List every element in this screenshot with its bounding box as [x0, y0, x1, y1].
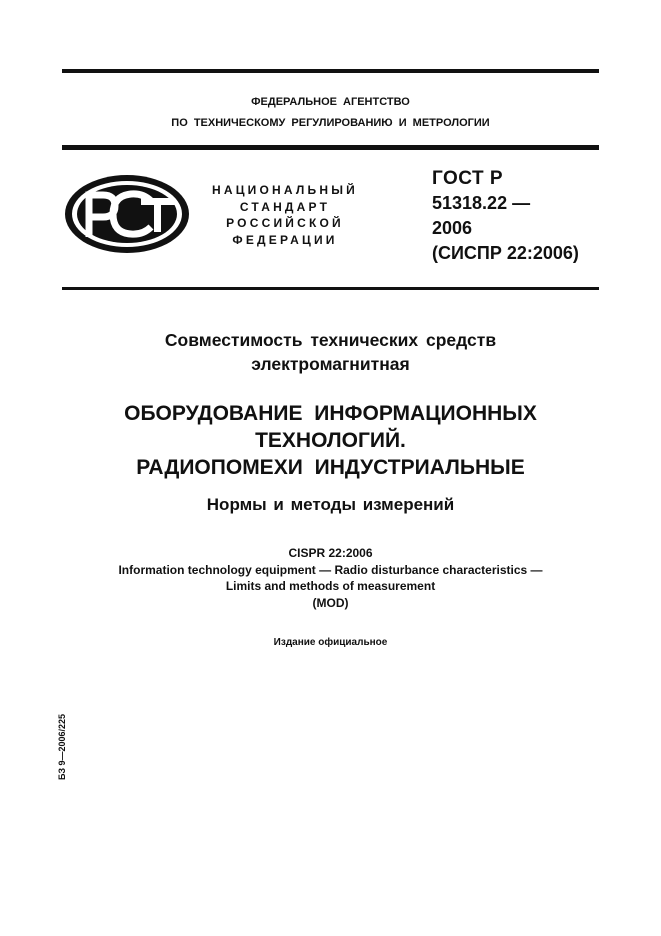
- cispr-line-3: (MOD): [312, 595, 349, 610]
- title-line-1: ОБОРУДОВАНИЕ ИНФОРМАЦИОННЫХ: [124, 402, 537, 425]
- agency-line-1: ФЕДЕРАЛЬНОЕ АГЕНТСТВО: [251, 96, 410, 108]
- agency-line-2: ПО ТЕХНИЧЕСКОМУ РЕГУЛИРОВАНИЮ И МЕТРОЛОГИИ: [171, 117, 490, 129]
- header-divider-rule: [62, 145, 599, 150]
- cispr-line-2: Limits and methods of measurement: [225, 579, 436, 593]
- subtitle-line-1: Совместимость технических средств: [164, 330, 497, 350]
- gost-title: ГОСТ Р: [432, 168, 504, 189]
- national-line-3: РОССИЙСКОЙ: [226, 216, 344, 230]
- cispr-code: CISPR 22:2006: [288, 546, 373, 560]
- national-line-2: СТАНДАРТ: [239, 199, 331, 214]
- document-subtitle: [62, 328, 599, 376]
- cispr-line-1: Information technology equipment — Radio disturbance characteristics —: [118, 562, 543, 577]
- gost-equivalent: (СИСПР 22:2006): [432, 243, 579, 263]
- gost-year: 2006: [432, 218, 473, 238]
- cispr-reference: [62, 545, 599, 611]
- top-rule: [62, 69, 599, 73]
- edition-label: Издание официальное: [273, 637, 388, 648]
- gost-designation: [432, 166, 602, 266]
- document-title: [62, 400, 599, 481]
- title-line-3: РАДИОПОМЕХИ ИНДУСТРИАЛЬНЫЕ: [136, 456, 525, 479]
- side-catalog-code: БЗ 9—2006/225: [57, 713, 67, 780]
- national-line-4: ФЕДЕРАЦИИ: [232, 232, 338, 247]
- national-standard-label: [200, 182, 370, 248]
- rst-certification-mark-icon: [63, 173, 191, 255]
- header-bottom-rule: [62, 287, 599, 290]
- agency-header: [62, 92, 599, 134]
- subtitle-line-2: электромагнитная: [251, 354, 410, 374]
- national-line-1: НАЦИОНАЛЬНЫЙ: [211, 183, 359, 197]
- title-line-2: ТЕХНОЛОГИЙ.: [255, 429, 406, 452]
- norms-heading: Нормы и методы измерений: [206, 495, 455, 514]
- gost-number: 51318.22 —: [432, 193, 531, 213]
